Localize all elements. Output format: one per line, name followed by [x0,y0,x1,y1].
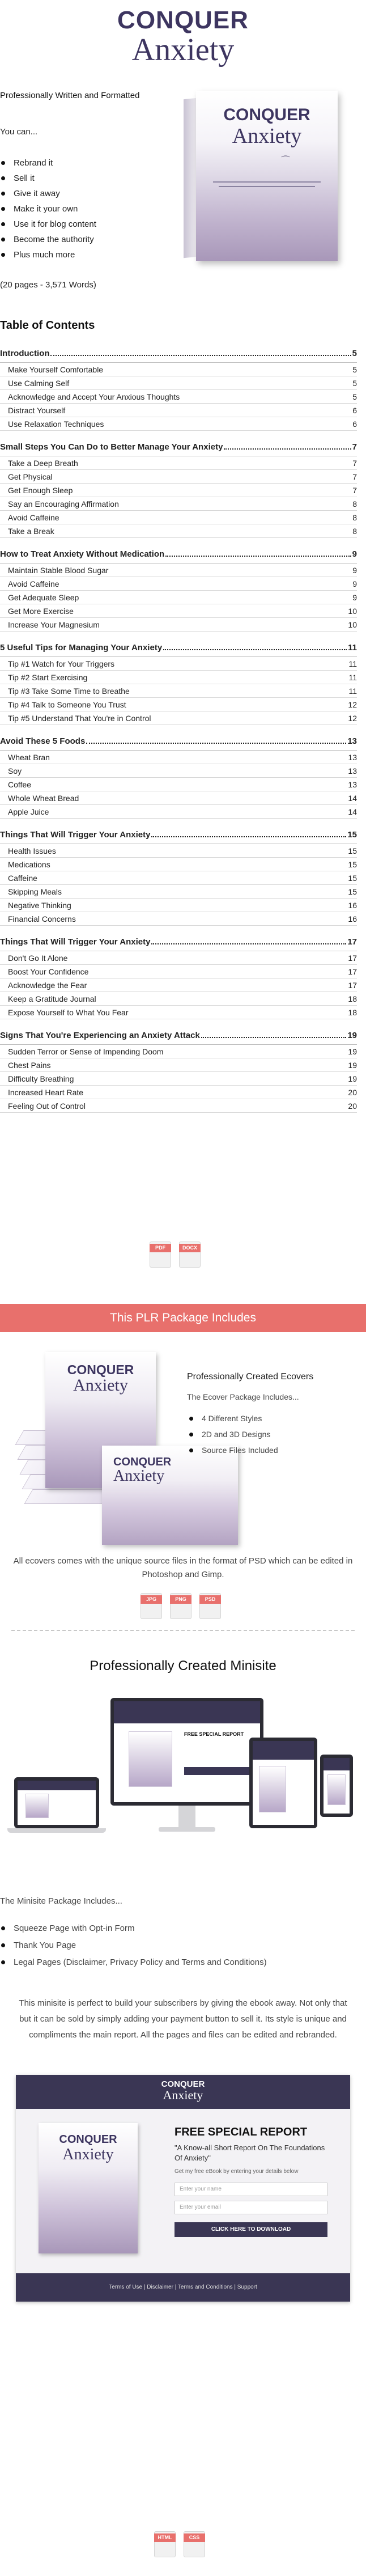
toc-entry[interactable] [0,778,357,791]
list-item: Make it your own [0,201,96,217]
toc-entry-title: Say an Encouraging Affirmation [8,499,119,509]
minisite-title: Professionally Created Minisite [90,1658,276,1673]
toc-entry[interactable] [0,992,357,1006]
toc-entry-page: 15 [348,887,357,896]
toc-section-heading[interactable] [0,830,357,844]
toc-section-heading[interactable] [0,1031,357,1044]
cover-line2: Anxiety [113,1467,165,1485]
file-format-icon [141,1593,162,1619]
toc-entry-title: Chest Pains [8,1060,51,1070]
ecover-note: All ecovers comes with the unique source files in the format of PSD which can be edited in Photoshop and Gimp. [13,1556,353,1579]
toc-entry-page: 13 [348,766,357,776]
toc-entry-title: Tip #3 Take Some Time to Breathe [8,686,130,696]
toc-entry-page: 14 [348,793,357,803]
cover-line1: CONQUER [59,2133,117,2146]
file-format-label: DOCX [179,1244,201,1252]
toc-leader-dots [165,556,351,557]
toc-entry-page: 19 [348,1074,357,1083]
cover-rule [213,181,321,183]
toc-entry-title: Tip #2 Start Exercising [8,672,88,682]
flat-cover [102,1446,238,1545]
toc-entry-title: Caffeine [8,873,37,883]
toc-entry-title: Medications [8,859,50,869]
toc-entry-page: 6 [352,419,357,429]
toc-entry-page: 7 [352,458,357,468]
tablet-device [249,1738,317,1828]
toc-entry-page: 11 [348,686,357,696]
toc-entry-page: 8 [352,526,357,536]
toc-entry-title: Take a Deep Breath [8,458,78,468]
toc-entry[interactable] [0,390,357,404]
toc-entry[interactable] [0,791,357,805]
toc-entry-title: Tip #5 Understand That You're in Control [8,713,151,723]
toc-entry[interactable] [0,764,357,778]
toc-section-heading[interactable] [0,937,357,951]
toc-entry[interactable] [0,965,357,978]
ecover-list [187,1410,357,1458]
toc-leader-dots [224,448,351,450]
landing-body [16,2109,350,2273]
table-of-contents [0,349,357,1124]
section-divider [11,1630,355,1631]
toc-section [0,830,357,926]
file-format-label: JPG [141,1595,162,1604]
list-item: Use it for blog content [0,217,96,232]
list-item: 2D and 3D Designs [187,1426,357,1442]
toc-entry[interactable] [0,363,357,376]
toc-entry-title: Soy [8,766,22,776]
file-format-icon [199,1593,221,1619]
list-item: Thank You Page [0,1937,267,1954]
toc-entry-page: 18 [348,994,357,1003]
toc-entry-page: 19 [348,1060,357,1070]
minisite-package-heading: The Minisite Package Includes... [0,1896,122,1906]
toc-entry-title: Maintain Stable Blood Sugar [8,565,109,575]
toc-section-name: Things That Will Trigger Your Anxiety [0,937,151,947]
rights-list [0,155,96,262]
document-format-icons [150,1242,201,1268]
landing-header [16,2075,350,2109]
toc-section-name: Introduction [0,349,50,358]
toc-entry[interactable] [0,858,357,871]
book-cover [196,91,338,261]
cover-line2: Anxiety [232,124,302,148]
cover-line1: CONQUER [67,1362,134,1377]
toc-entry[interactable] [0,885,357,899]
toc-entry[interactable] [0,456,357,470]
bird-icon: ⌒ [281,156,291,166]
file-format-icon [184,2531,205,2557]
list-item: Rebrand it [0,155,96,171]
toc-entry[interactable] [0,1072,357,1086]
page-count: (20 pages - 3,571 Words) [0,280,96,290]
toc-entry-title: Difficulty Breathing [8,1074,74,1083]
toc-leader-dots [201,1037,346,1038]
toc-entry[interactable] [0,470,357,484]
toc-entry[interactable] [0,871,357,885]
toc-leader-dots [86,743,346,744]
toc-section-heading[interactable] [0,736,357,750]
toc-entry[interactable] [0,484,357,497]
toc-entry-page: 10 [348,620,357,629]
toc-entry-page: 9 [352,565,357,575]
toc-entry-page: 9 [352,592,357,602]
toc-section-page: 7 [352,442,357,452]
landing-brand-line1: CONQUER [161,2079,205,2089]
file-format-label: PSD [199,1595,221,1604]
toc-section-page: 9 [352,549,357,559]
toc-entry-page: 9 [352,579,357,588]
toc-section-name: Things That Will Trigger Your Anxiety [0,830,151,840]
monitor-neck [178,1806,195,1828]
ecover-title: Professionally Created Ecovers [187,1372,314,1382]
toc-section-page: 15 [347,830,357,840]
toc-entry[interactable] [0,376,357,390]
toc-entry[interactable] [0,684,357,698]
toc-entry-page: 15 [348,859,357,869]
email-input[interactable]: Enter your email [175,2201,327,2214]
device-report-title: FREE SPECIAL REPORT [184,1731,244,1738]
landing-book-image [39,2123,138,2253]
toc-entry-page: 8 [352,499,357,509]
toc-entry-page: 6 [352,405,357,415]
ecover-info [187,1372,357,1458]
toc-entry-page: 10 [348,606,357,616]
file-format-label: PDF [150,1244,171,1252]
toc-leader-dots [50,355,351,356]
toc-section-page: 13 [347,736,357,746]
toc-entry-page: 17 [348,967,357,976]
toc-entry-page: 19 [348,1046,357,1056]
toc-entry-title: Skipping Meals [8,887,62,896]
toc-entry[interactable] [0,524,357,538]
intro-title: Professionally Written and Formatted [0,91,140,100]
list-item: 4 Different Styles [187,1410,357,1426]
report-subtitle: "A Know-all Short Report On The Foundations Of Anxiety" [175,2143,325,2162]
toc-entry-title: Apple Juice [8,807,49,816]
laptop-base [7,1828,106,1833]
toc-entry-title: Avoid Caffeine [8,512,59,522]
toc-entry-title: Get Enough Sleep [8,485,73,495]
toc-entry-title: Increase Your Magnesium [8,620,100,629]
download-button[interactable]: CLICK HERE TO DOWNLOAD [175,2222,327,2237]
list-item: Plus much more [0,247,96,262]
toc-entry[interactable] [0,711,357,725]
cover-line2: Anxiety [73,1376,128,1395]
file-format-icon [179,1242,201,1268]
list-item: Squeeze Page with Opt-in Form [0,1920,267,1937]
toc-entry-page: 11 [348,659,357,668]
cover-rule [219,186,315,187]
file-format-label: PNG [170,1595,191,1604]
toc-entry[interactable] [0,1006,357,1019]
file-format-label: HTML [154,2533,176,2542]
cover-line1: CONQUER [223,105,310,124]
toc-section [0,349,357,431]
toc-entry-page: 7 [352,485,357,495]
toc-section-heading[interactable] [0,549,357,563]
ecover-subtitle: The Ecover Package Includes... [187,1392,299,1401]
brand-line2: Anxiety [131,32,235,67]
toc-entry-page: 17 [348,953,357,963]
brand-line1: CONQUER [117,6,249,34]
list-item: Legal Pages (Disclaimer, Privacy Policy and Terms and Conditions) [0,1954,267,1971]
toc-entry[interactable] [0,751,357,764]
image-format-icons [141,1593,221,1619]
toc-section-heading[interactable] [0,442,357,456]
device-cta [184,1767,250,1775]
list-item: Give it away [0,186,96,201]
file-format-icon [150,1242,171,1268]
toc-entry[interactable] [0,564,357,577]
toc-section [0,442,357,538]
toc-entry-title: Tip #1 Watch for Your Triggers [8,659,115,668]
toc-entry[interactable] [0,657,357,671]
minisite-package-list [0,1920,267,1971]
toc-entry[interactable] [0,951,357,965]
toc-entry[interactable] [0,404,357,417]
toc-entry[interactable] [0,844,357,858]
minisite-note: This minisite is perfect to build your subscribers by giving the ebook away. Not only that but it can be sold by simply adding your payment button to sell it. Its style is unique and compliments the main report. All the pages and files can be edited and rebranded. [19,1998,347,2040]
toc-entry-title: Distract Yourself [8,405,66,415]
laptop-device [14,1777,99,1828]
toc-entry-title: Whole Wheat Bread [8,793,79,803]
toc-entry-page: 14 [348,807,357,816]
file-format-icon [154,2531,176,2557]
toc-section [0,643,357,725]
toc-entry-title: Expose Yourself to What You Fear [8,1007,129,1017]
toc-section-name: 5 Useful Tips for Managing Your Anxiety [0,643,163,653]
cover-line2: Anxiety [62,2146,114,2163]
toc-entry-page: 13 [348,779,357,789]
toc-entry-page: 7 [352,472,357,481]
cover-line1: CONQUER [113,1456,172,1468]
book-spine [184,98,197,259]
toc-entry-page: 15 [348,846,357,855]
toc-entry-page: 18 [348,1007,357,1017]
toc-section-name: Signs That You're Experiencing an Anxiety Attack [0,1031,200,1040]
ecover-stack-image [6,1346,198,1539]
toc-section-name: Avoid These 5 Foods [0,736,86,746]
toc-entry[interactable] [0,417,357,431]
monitor-device [110,1698,263,1806]
toc-entry[interactable] [0,1058,357,1072]
toc-section-name: Small Steps You Can Do to Better Manage Your Anxiety [0,442,223,452]
optin-instructions: Get my free eBook by entering your details below [175,2168,299,2175]
toc-section-page: 11 [348,643,357,653]
toc-entry-page: 11 [348,672,357,682]
toc-section-name: How to Treat Anxiety Without Medication [0,549,165,559]
toc-entry-title: Don't Go It Alone [8,953,68,963]
toc-entry-title: Keep a Gratitude Journal [8,994,96,1003]
toc-entry[interactable] [0,1099,357,1113]
toc-entry[interactable] [0,511,357,524]
landing-brand-line2: Anxiety [163,2088,203,2102]
toc-entry-title: Make Yourself Comfortable [8,365,104,374]
toc-section-page: 17 [347,937,357,947]
toc-entry-page: 15 [348,873,357,883]
toc-entry-page: 12 [348,713,357,723]
toc-entry-title: Tip #4 Talk to Someone You Trust [8,700,126,709]
toc-title: Table of Contents [0,319,95,332]
toc-entry-title: Wheat Bran [8,752,50,762]
toc-entry-title: Boost Your Confidence [8,967,89,976]
name-input[interactable]: Enter your name [175,2183,327,2196]
toc-entry-page: 13 [348,752,357,762]
toc-entry-page: 5 [352,378,357,388]
toc-entry-title: Use Relaxation Techniques [8,419,104,429]
toc-entry-page: 5 [352,365,357,374]
toc-entry[interactable] [0,671,357,684]
toc-entry-page: 16 [348,914,357,923]
toc-entry-page: 8 [352,512,357,522]
file-format-label: CSS [184,2533,205,2542]
toc-section [0,736,357,819]
toc-entry[interactable] [0,497,357,511]
toc-entry-title: Acknowledge and Accept Your Anxious Thoughts [8,392,180,401]
phone-device [320,1755,353,1817]
toc-section [0,549,357,632]
monitor-foot [159,1827,215,1832]
toc-entry[interactable] [0,591,357,604]
toc-entry-title: Get More Exercise [8,606,74,616]
toc-leader-dots [151,943,346,944]
report-title: FREE SPECIAL REPORT [175,2126,308,2138]
file-format-icon [170,1593,191,1619]
toc-entry[interactable] [0,698,357,711]
toc-entry-page: 16 [348,900,357,910]
toc-entry-title: Increased Heart Rate [8,1087,84,1097]
toc-entry-title: Avoid Caffeine [8,579,59,588]
toc-section-heading[interactable] [0,643,357,656]
brand-logo [0,0,366,85]
ebook-cover-image [196,91,338,261]
toc-section [0,1031,357,1113]
list-item: Become the authority [0,232,96,247]
list-item: Source Files Included [187,1442,357,1458]
toc-entry-title: Sudden Terror or Sense of Impending Doom [8,1046,164,1056]
toc-entry-title: Financial Concerns [8,914,76,923]
toc-entry-page: 20 [348,1101,357,1111]
toc-entry-title: Get Physical [8,472,53,481]
toc-entry-page: 5 [352,392,357,401]
toc-entry-title: Negative Thinking [8,900,71,910]
toc-section-page: 19 [347,1031,357,1040]
landing-footer: Terms of Use | Disclaimer | Terms and Conditions | Support [16,2273,350,2302]
toc-entry[interactable] [0,577,357,591]
toc-entry-title: Health Issues [8,846,56,855]
toc-section-heading[interactable] [0,349,357,362]
toc-entry-page: 20 [348,1087,357,1097]
toc-entry[interactable] [0,604,357,618]
toc-entry-title: Use Calming Self [8,378,70,388]
intro-you-can: You can... [0,127,38,137]
web-format-icons [154,2531,205,2557]
toc-entry[interactable] [0,805,357,819]
toc-entry-title: Coffee [8,779,31,789]
toc-leader-dots [163,649,347,650]
toc-entry[interactable] [0,899,357,912]
toc-entry[interactable] [0,978,357,992]
responsive-devices-image [14,1692,354,1862]
toc-leader-dots [151,836,346,837]
toc-entry-title: Get Adequate Sleep [8,592,79,602]
toc-entry[interactable] [0,1086,357,1099]
list-item: Sell it [0,171,96,186]
toc-entry-title: Take a Break [8,526,54,536]
squeeze-page-preview [16,2075,350,2302]
toc-entry-page: 12 [348,700,357,709]
plr-banner: This PLR Package Includes [0,1304,366,1332]
toc-entry-title: Feeling Out of Control [8,1101,86,1111]
toc-section [0,937,357,1019]
toc-entry[interactable] [0,1045,357,1058]
toc-entry-title: Acknowledge the Fear [8,980,87,990]
toc-entry-page: 17 [348,980,357,990]
toc-entry[interactable] [0,912,357,926]
toc-entry[interactable] [0,618,357,632]
toc-section-page: 5 [352,349,357,358]
